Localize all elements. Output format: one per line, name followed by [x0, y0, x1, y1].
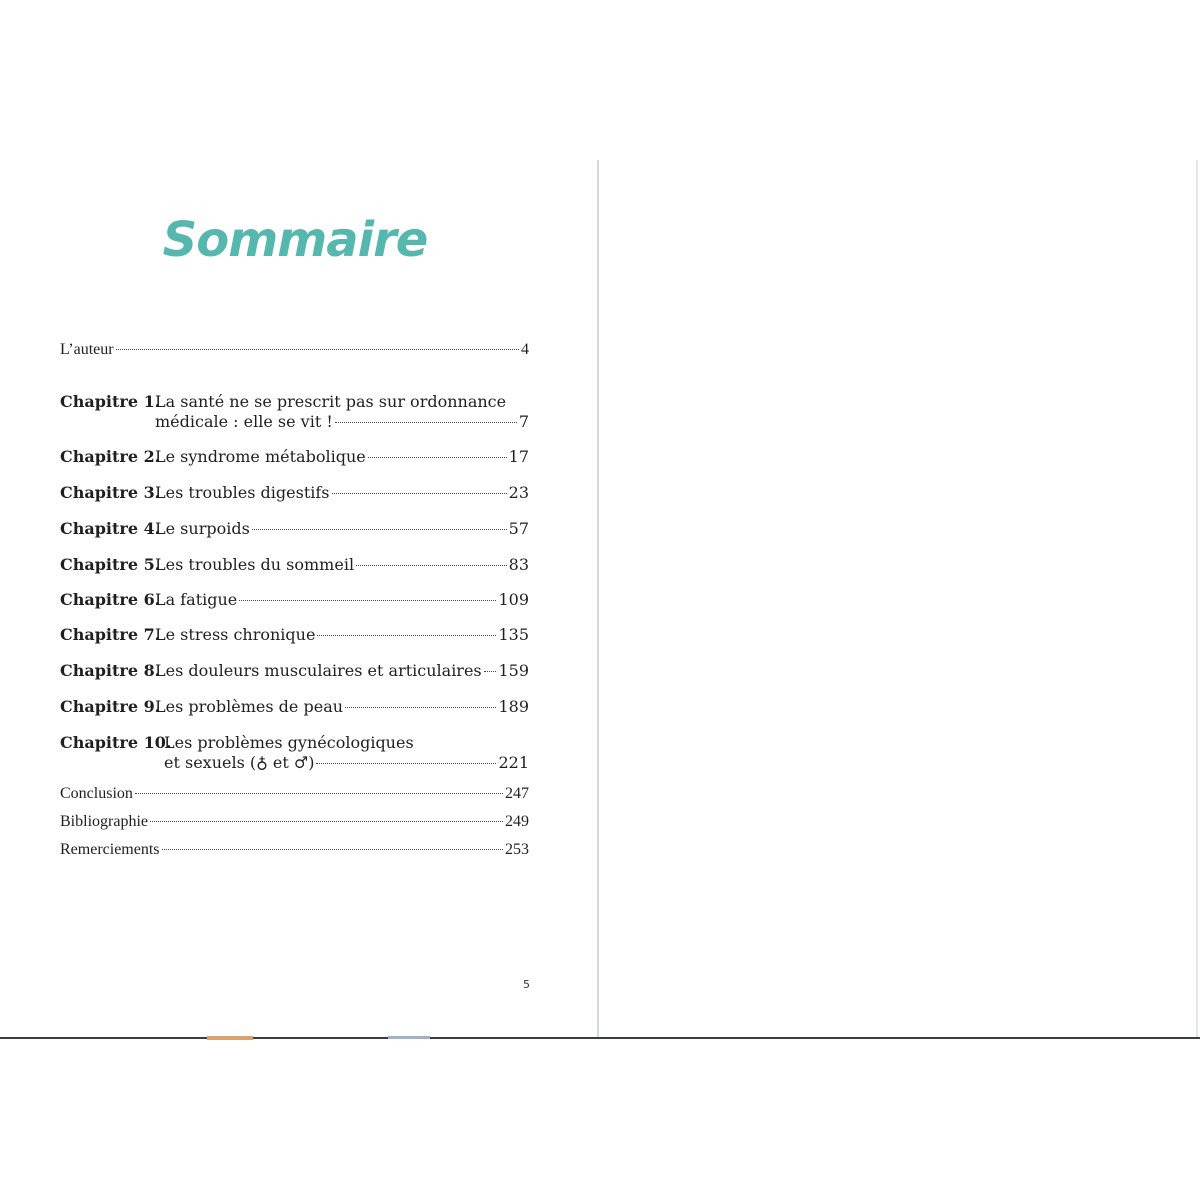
toc-entry-conclusion[interactable] — [60, 784, 529, 804]
chapter-title-line1: Les problèmes gynécologiques — [164, 733, 414, 752]
dot-leader — [335, 422, 517, 423]
chapter-title-line2: et sexuels (♁ et ♂) — [164, 753, 315, 772]
chapter-label: Chapitre 2. — [60, 447, 161, 466]
chapter-title-line1: La santé ne se prescrit pas sur ordonnance — [155, 392, 507, 411]
toc-entry-author[interactable] — [60, 340, 529, 360]
toc-entry-chapter-10[interactable] — [60, 733, 529, 773]
toc-page-number: 247 — [505, 785, 529, 802]
right-page-edge — [1196, 160, 1198, 1039]
dot-leader — [316, 763, 496, 764]
chapter-title-line2: médicale : elle se vit ! — [155, 412, 333, 431]
toc-entry-chapter-3[interactable] — [60, 483, 529, 503]
page-divider — [597, 160, 599, 1039]
chapter-title: Le stress chronique — [155, 625, 316, 644]
dot-leader — [368, 457, 507, 458]
toc-entry-label: Remerciements — [60, 841, 160, 858]
toc-entry-chapter-7[interactable] — [60, 625, 529, 645]
chapter-label: Chapitre 8. — [60, 661, 161, 680]
toc-page-number: 109 — [498, 590, 529, 609]
chapter-label: Chapitre 3. — [60, 483, 161, 502]
dot-leader — [356, 565, 507, 566]
page-number: 5 — [523, 978, 530, 991]
dot-leader — [484, 671, 497, 672]
dot-leader — [332, 493, 507, 494]
toc-entry-acknowledgements[interactable] — [60, 840, 529, 860]
toc-entry-chapter-8[interactable] — [60, 661, 529, 681]
toc-page-number: 83 — [508, 555, 529, 574]
toc-entry-label: Bibliographie — [60, 813, 148, 830]
toc-page-number: 221 — [498, 753, 529, 772]
toc-entry-chapter-4[interactable] — [60, 519, 529, 539]
dot-leader — [345, 707, 496, 708]
toc-page-number: 57 — [508, 519, 529, 538]
page-title: Sommaire — [162, 212, 428, 268]
toc-page-number: 17 — [508, 447, 529, 466]
toc-entry-bibliography[interactable] — [60, 812, 529, 832]
chapter-label: Chapitre 5. — [60, 555, 161, 574]
dot-leader — [317, 635, 496, 636]
toc-page-number: 23 — [508, 483, 529, 502]
toc-page-number: 4 — [521, 341, 529, 358]
chapter-title: Les douleurs musculaires et articulaires — [155, 661, 482, 680]
chapter-label: Chapitre 4. — [60, 519, 161, 538]
dot-leader — [135, 793, 503, 794]
toc-page-number: 7 — [518, 412, 529, 431]
dot-leader — [252, 529, 507, 530]
bottom-accent — [207, 1036, 253, 1040]
toc-entry-label: Conclusion — [60, 785, 133, 802]
chapter-title: Les troubles digestifs — [155, 483, 330, 502]
toc-page-number: 159 — [498, 661, 529, 680]
dot-leader — [162, 849, 503, 850]
bottom-accent-secondary — [388, 1036, 430, 1039]
dot-leader — [150, 821, 503, 822]
toc-entry-label: L’auteur — [60, 341, 114, 358]
dot-leader — [116, 349, 519, 350]
chapter-title: Le syndrome métabolique — [155, 447, 366, 466]
chapter-label: Chapitre 9. — [60, 697, 161, 716]
dot-leader — [239, 600, 496, 601]
chapter-title: La fatigue — [155, 590, 238, 609]
chapter-label: Chapitre 7. — [60, 625, 161, 644]
chapter-label: Chapitre 10. — [60, 733, 172, 752]
toc-entry-chapter-2[interactable] — [60, 447, 529, 467]
toc-page-number: 189 — [498, 697, 529, 716]
chapter-label: Chapitre 6. — [60, 590, 161, 609]
toc-page-number: 135 — [498, 625, 529, 644]
toc-entry-chapter-9[interactable] — [60, 697, 529, 717]
chapter-label: Chapitre 1. — [60, 392, 161, 411]
toc-entry-chapter-6[interactable] — [60, 590, 529, 610]
toc-entry-chapter-5[interactable] — [60, 555, 529, 575]
toc-page-number: 253 — [505, 841, 529, 858]
bottom-rule — [0, 1037, 1200, 1039]
toc-entry-chapter-1[interactable] — [60, 392, 529, 432]
chapter-title: Les troubles du sommeil — [155, 555, 355, 574]
chapter-title: Le surpoids — [155, 519, 250, 538]
chapter-title: Les problèmes de peau — [155, 697, 344, 716]
toc-page-number: 249 — [505, 813, 529, 830]
